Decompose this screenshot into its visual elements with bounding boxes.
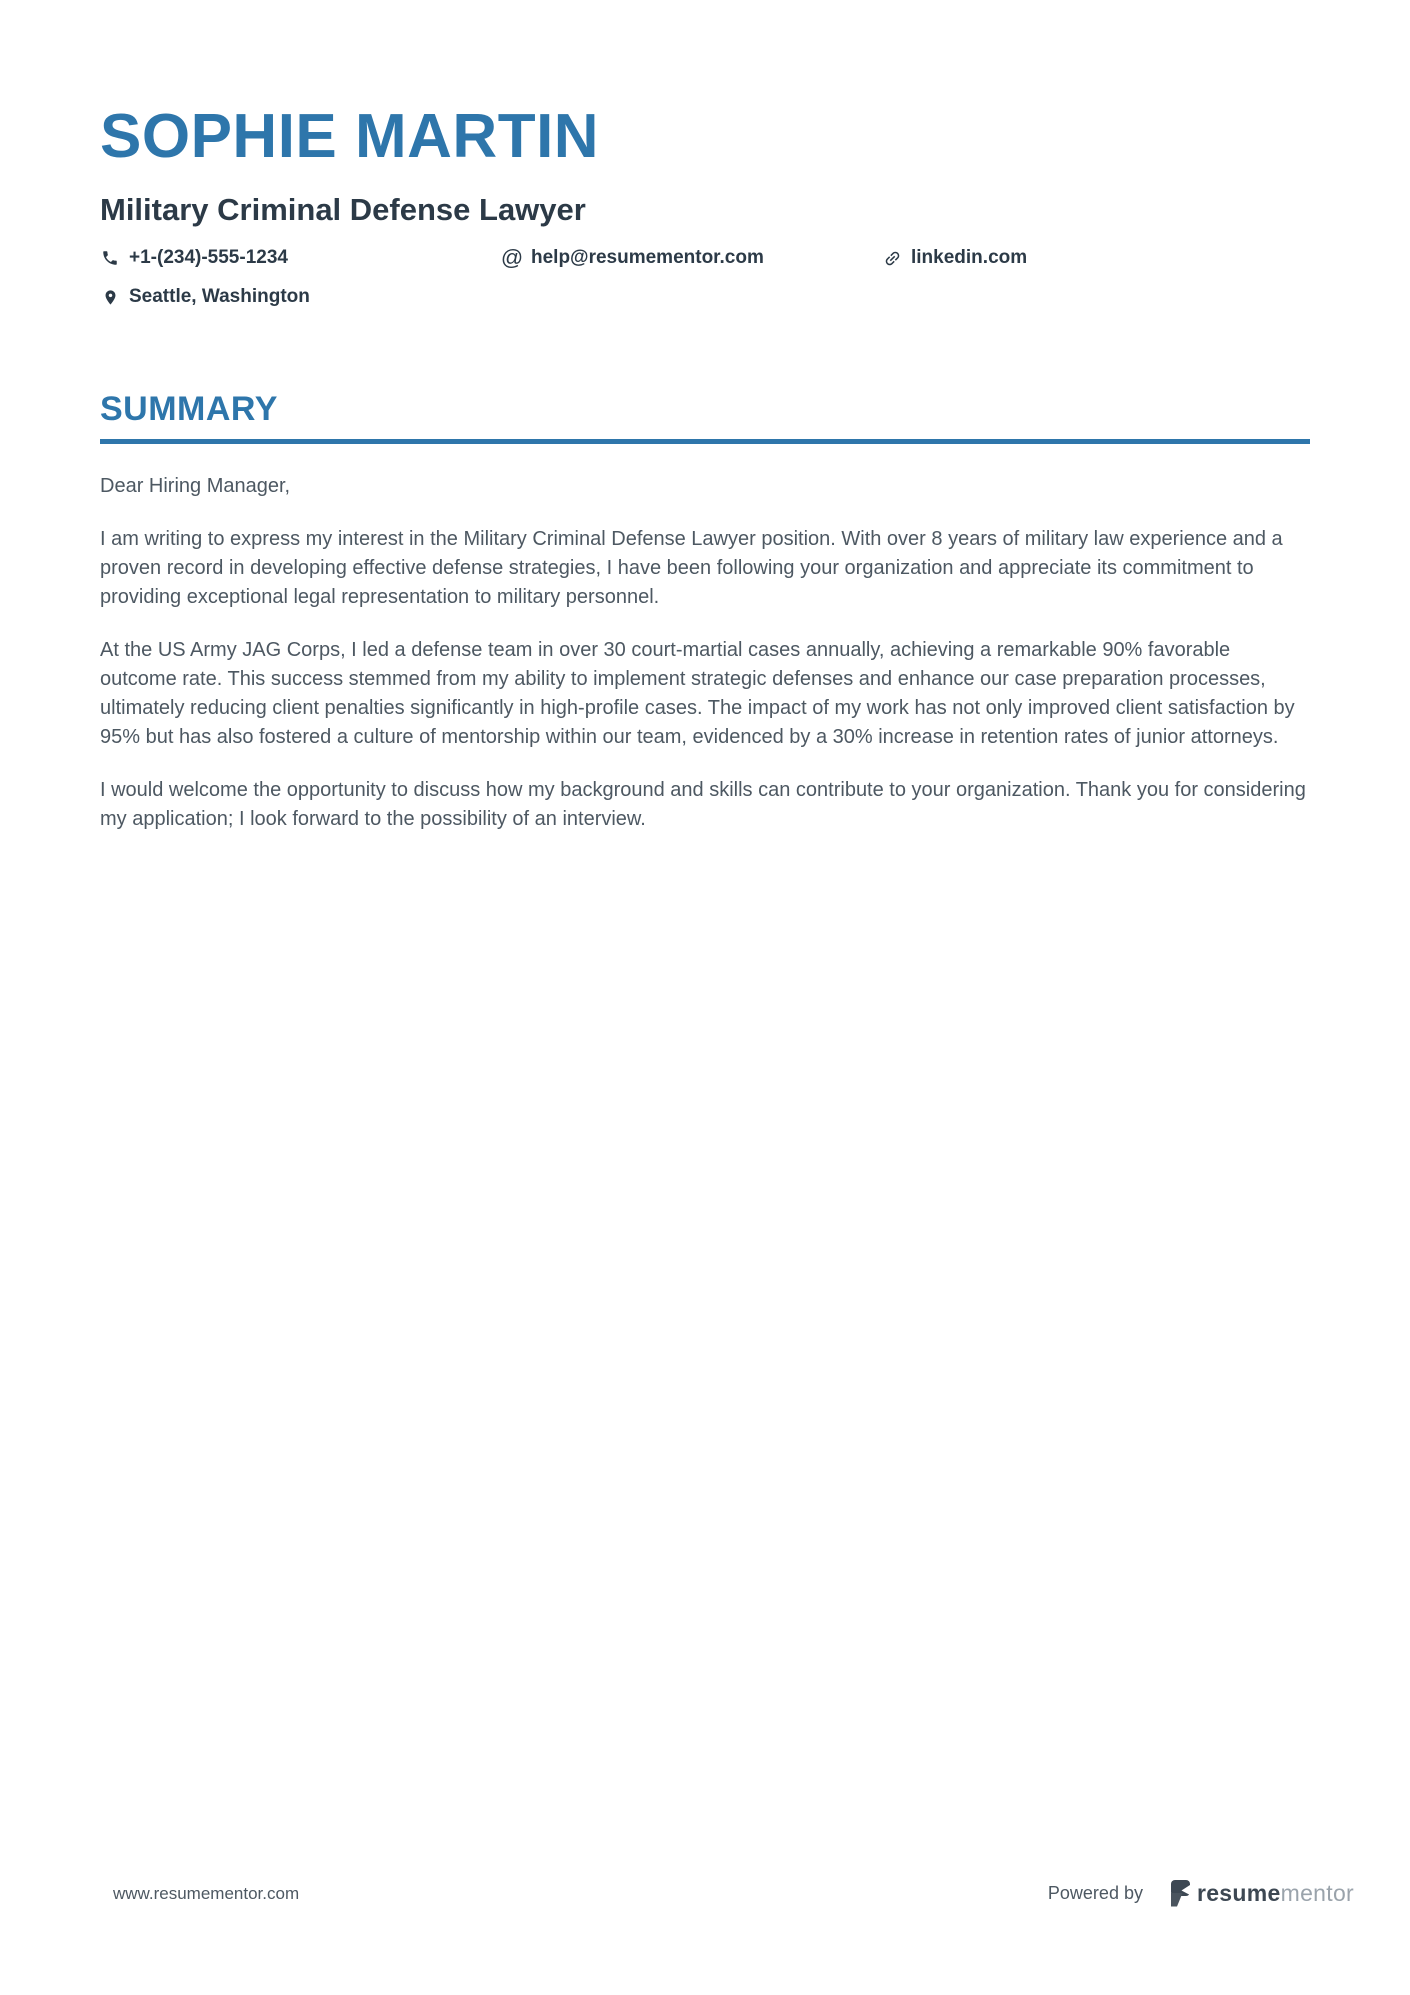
page-footer xyxy=(113,1880,1354,1907)
link-icon xyxy=(882,248,902,268)
document-content xyxy=(0,0,1410,834)
resumementor-logo-mark-icon xyxy=(1171,1880,1190,1907)
website-url: www.resumementor.com xyxy=(113,1883,300,1903)
contact-email xyxy=(502,247,882,269)
contact-phone-value: +1-(234)-555-1234 xyxy=(129,247,288,269)
summary-paragraph-1: I am writing to express my interest in the Military Criminal Defense Lawyer position. With over 8 years of military law experience and a proven record in developing effective defense strategies, I have been following your organization and appreciate its commitment to providing exceptional legal representation to military personnel. xyxy=(100,528,1283,609)
contact-location-value: Seattle, Washington xyxy=(129,286,310,308)
contact-phone xyxy=(100,247,502,269)
logo-text-resume: resume xyxy=(1196,1880,1281,1906)
summary-heading: SUMMARY xyxy=(100,390,1310,444)
location-pin-icon xyxy=(100,287,120,307)
logo-text-mentor: mentor xyxy=(1280,1880,1354,1906)
powered-by xyxy=(1048,1880,1354,1907)
salutation-text: Dear Hiring Manager, xyxy=(100,475,291,498)
contact-email-value: help@resumementor.com xyxy=(531,247,764,269)
at-sign-icon: @ xyxy=(500,245,524,271)
summary-paragraph-3: I would welcome the opportunity to discuss how my background and skills can contribute to your organization. Thank you for considering my application; I look forward to the possibility of an interview. xyxy=(100,779,1306,831)
summary-section xyxy=(100,390,1310,834)
contact-linkedin-value: linkedin.com xyxy=(911,247,1028,269)
job-title: Military Criminal Defense Lawyer xyxy=(100,192,586,228)
contact-location xyxy=(100,286,310,308)
phone-icon xyxy=(100,248,120,268)
contact-row-2 xyxy=(100,286,1310,308)
logo-text xyxy=(1197,1880,1354,1907)
summary-paragraph-2: At the US Army JAG Corps, I led a defense team in over 30 court-martial cases annually, achieving a remarkable 90% favorable outcome rate. This success stemmed from my ability to implement strategic defenses and enhance our case preparation processes, ultimately reducing client penalties significantly in high-profile cases. The impact of my work has not only improved client satisfaction by 95% but has also fostered a culture of mentorship within our team, evidenced by a 30% increase in retention rates of junior attorneys. xyxy=(100,639,1295,749)
contact-row-1 xyxy=(100,247,1310,269)
resumementor-logo xyxy=(1171,1880,1354,1907)
contact-linkedin xyxy=(882,247,1027,269)
contact-info xyxy=(100,247,1310,308)
powered-by-label: Powered by xyxy=(1047,1883,1143,1903)
person-name: SOPHIE MARTIN xyxy=(100,102,600,171)
